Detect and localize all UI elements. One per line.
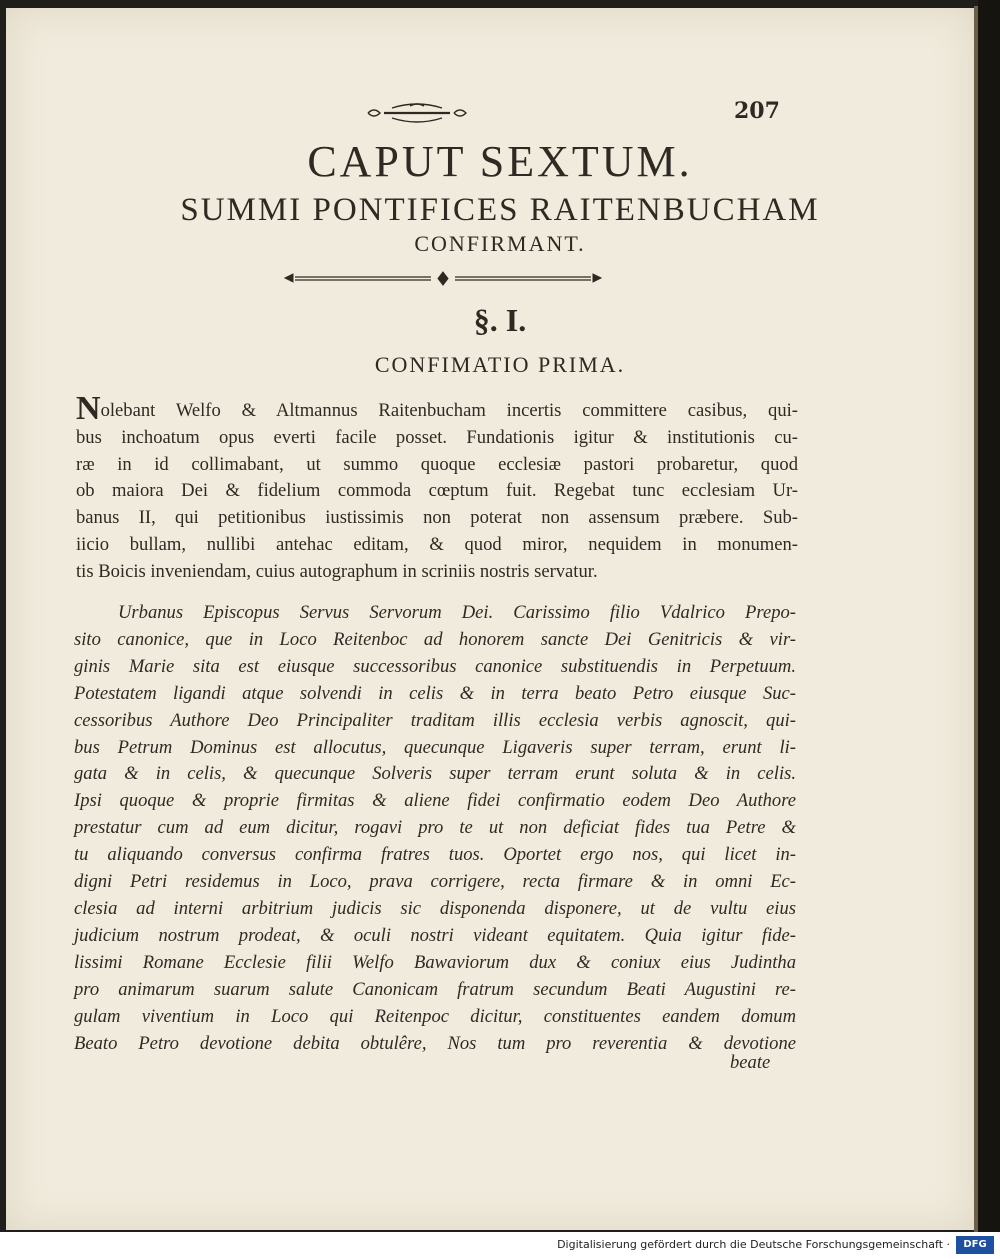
text-line: prestatur cum ad eum dicitur, rogavi pro te ut non deficiat fides tua Petre &	[74, 817, 796, 839]
text-line: cessoribus Authore Deo Principaliter traditam illis ecclesia verbis agnoscit, qui-	[74, 709, 796, 731]
catchword: beate	[730, 1052, 771, 1073]
text-line: judicium nostrum prodeat, & oculi nostri videant equitatem. Quia igitur fide-	[74, 924, 796, 946]
scan-background	[978, 0, 1000, 1259]
text-line-content: olebant Welfo & Altmannus Raitenbucham incertis committere casibus, qui-	[100, 400, 798, 421]
text-line: clesia ad interni arbitrium judicis sic disponenda disponere, ut de vultu eius	[74, 897, 796, 919]
text-line: Beato Petro devotione debita obtulêre, Nos tum pro reverentia & devotione	[74, 1032, 796, 1054]
chapter-subtitle-line-2: CONFIRMANT.	[414, 231, 586, 256]
text-line: lissimi Romane Ecclesie filii Welfo Bawaviorum dux & coniux eius Judintha	[74, 951, 796, 973]
text-line: gata & in celis, & quecunque Solveris super terram erunt soluta & in celis.	[74, 763, 796, 785]
paragraph-introduction	[76, 390, 798, 586]
text-line	[76, 390, 798, 427]
text-line: Potestatem ligandi atque solvendi in celis & in terra beato Petro eiusque Suc-	[74, 682, 796, 704]
text-line: bus inchoatum opus everti facile posset. Fundationis igitur & institutionis cu-	[76, 426, 798, 448]
text-line: sito canonice, que in Loco Reitenboc ad honorem sancte Dei Genitricis & vir-	[74, 628, 796, 650]
funding-notice: Digitalisierung gefördert durch die Deutsche Forschungsgemeinschaft ·	[557, 1238, 950, 1251]
text-line: tu aliquando conversus confirma fratres tuos. Oportet ergo nos, qui licet in-	[74, 844, 796, 866]
ornament-top	[362, 100, 472, 124]
paragraph-papal-bull	[74, 600, 796, 1057]
text-line: bus Petrum Dominus est allocutus, quecunque Ligaveris super terram, erunt li-	[74, 736, 796, 758]
page-number: 207	[734, 98, 780, 124]
text-line: ginis Marie sita est eiusque successoribus canonice substituendis in Perpetuum.	[74, 655, 796, 677]
text-line: ob maiora Dei & fidelium commoda cœptum fuit. Regebat tunc ecclesiam Ur-	[76, 480, 798, 502]
text-line: iicio bullam, nullibi antehac editam, & quod miror, nequidem in monumen-	[76, 533, 798, 555]
section-number: §. I.	[473, 302, 527, 338]
dfg-logo[interactable]: DFG	[956, 1236, 994, 1254]
chapter-title: CAPUT SEXTUM.	[307, 137, 693, 186]
chapter-subtitle-line-1: SUMMI PONTIFICES RAITENBUCHAM	[180, 192, 820, 228]
footer-bar	[0, 1232, 1000, 1259]
text-line: digni Petri residemus in Loco, prava corrigere, recta firmare & in omni Ec-	[74, 871, 796, 893]
section-title: CONFIMATIO PRIMA.	[374, 352, 626, 377]
text-line: pro animarum suarum salute Canonicam fratrum secundum Beati Augustini re-	[74, 978, 796, 1000]
text-line: tis Boicis inveniendam, cuius autographum in scriniis nostris servatur.	[76, 560, 598, 582]
text-line: gulam viventium in Loco qui Reitenpoc dicitur, constituentes eandem domum	[74, 1005, 796, 1027]
text-line: Urbanus Episcopus Servus Servorum Dei. Carissimo filio Vdalrico Prepo-	[118, 602, 796, 623]
text-line: ræ in id collimabant, ut summo quoque ecclesiæ pastori probaretur, quod	[76, 453, 798, 475]
text-line: Ipsi quoque & proprie firmitas & aliene fidei confirmatio eodem Deo Authore	[74, 790, 796, 812]
ornament-rule	[283, 268, 603, 288]
text-line: banus II, qui petitionibus iustissimis non poterat non assensum præbere. Sub-	[76, 507, 798, 529]
drop-cap: N	[76, 390, 101, 427]
